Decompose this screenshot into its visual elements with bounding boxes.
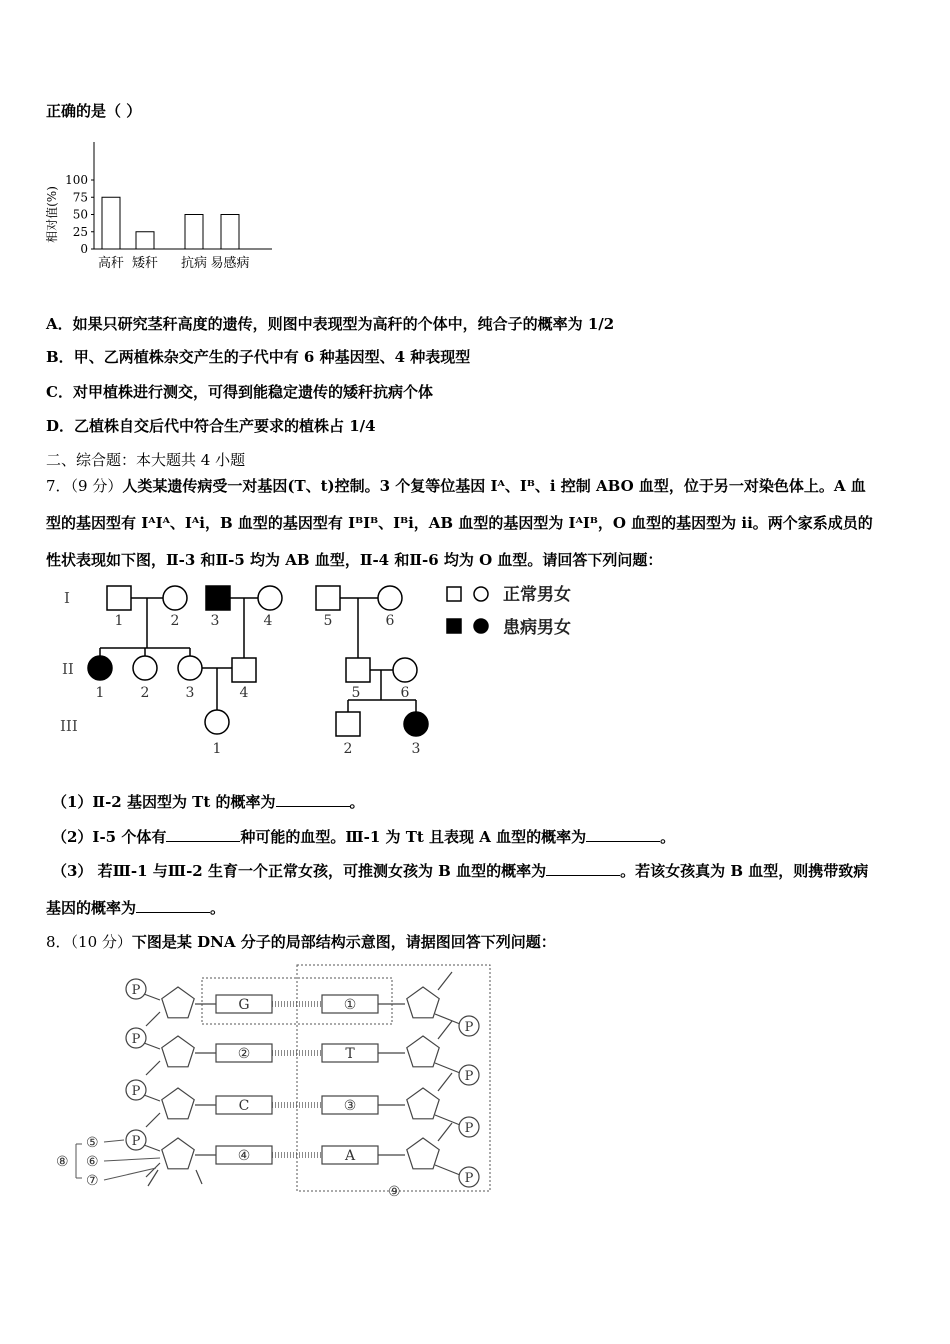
ped-II-1 [88, 656, 112, 680]
label-7: ⑦ [86, 1173, 99, 1189]
y-tick-label: 50 [72, 207, 88, 222]
num-II-5: 5 [351, 685, 361, 701]
y-tick-label: 100 [65, 173, 88, 187]
num-III-2: 2 [343, 741, 353, 757]
right-base-3-label: ③ [343, 1098, 357, 1114]
left-backbone-3 [146, 1113, 160, 1127]
left-backbone-1 [146, 1012, 160, 1026]
ped-I-4 [258, 586, 282, 610]
num-I-2: 2 [170, 613, 180, 629]
right-base-2-label: T [345, 1046, 355, 1062]
x-tick-label: 易感病 [210, 256, 250, 271]
left-base-2-label: ② [237, 1046, 251, 1062]
left-base-1-label: G [238, 997, 250, 1013]
right-sugar-2 [407, 1036, 439, 1067]
right-base-1-label: ① [343, 997, 357, 1013]
answer-blank-3[interactable] [586, 827, 660, 842]
left-phosphate-label-3: P [131, 1084, 141, 1099]
num-II-2: 2 [140, 685, 150, 701]
q8-line: 8．（10 分）下图是某 DNA 分子的局部结构示意图，请据图回答下列问题： [46, 933, 556, 951]
q7-line1: 7．（9 分）人类某遗传病受一对基因(T、t)控制。3 个复等位基因 Iᴬ、Iᴮ、i 控制 ABO 血型，位于另一对染色体上。A 血 [46, 477, 866, 495]
legend-affected-text: 患病男女 [503, 618, 571, 638]
num-II-3: 3 [185, 685, 195, 701]
ped-II-3 [178, 656, 202, 680]
label-8: ⑧ [56, 1154, 69, 1170]
num-I-1: 1 [114, 613, 124, 629]
left-bond-3 [144, 1095, 160, 1101]
right-backbone-2 [438, 1021, 452, 1039]
left-sugar-1 [162, 987, 194, 1018]
ped-I-2 [163, 586, 187, 610]
gen-label-III: III [60, 717, 78, 735]
q7-sub2: （2）Ⅰ-5 个体有 种可能的血型。Ⅲ-1 为 Tt 且表现 A 血型的概率为 。 [52, 828, 676, 846]
left-sugar-4 [162, 1138, 194, 1169]
right-bond-1 [435, 1014, 460, 1024]
q7-sub3: （3） 若Ⅲ-1 与Ⅲ-2 生育一个正常女孩，可推测女孩为 B 血型的概率为 。若该女孩真为 B 血型，则携带致病 [52, 862, 869, 880]
left-sugar-3 [162, 1088, 194, 1119]
num-I-3: 3 [210, 613, 220, 629]
num-II-6: 6 [400, 685, 410, 701]
ped-I-6 [378, 586, 402, 610]
option-a: A．如果只研究茎秆高度的遗传，则图中表现型为高秆的个体中，纯合子的概率为 1/2 [46, 315, 615, 333]
right-bond-4 [435, 1165, 460, 1175]
num-III-1: 1 [212, 741, 222, 757]
ped-II-6 [393, 658, 417, 682]
x-tick-label: 抗病 [180, 256, 208, 271]
ped-II-5 [346, 658, 370, 682]
num-II-1: 1 [95, 685, 105, 701]
q7-sub3-cont: 基因的概率为 。 [46, 899, 226, 917]
num-II-4: 4 [239, 685, 249, 701]
gen-label-I: I [64, 589, 70, 607]
y-tick-label: 25 [72, 224, 88, 239]
legend-affected-male [447, 619, 461, 633]
right-phosphate-label-3: P [464, 1121, 474, 1136]
right-bond-2 [435, 1063, 460, 1073]
right-backbone-1 [438, 972, 452, 990]
section-heading: 二、综合题：本大题共 4 小题 [46, 451, 246, 469]
bar-1 [102, 197, 120, 249]
left-phosphate-label-1: P [131, 983, 141, 998]
legend-affected-female [474, 619, 488, 633]
pedigree-diagram [0, 578, 620, 768]
legend-normal-female [474, 587, 488, 601]
q7-line2: 型的基因型有 IᴬIᴬ、Iᴬi，B 血型的基因型有 IᴮIᴮ、Iᴮi，AB 血型的基因型为 IᴬIᴮ，O 血型的基因型为 ii。两个家系成员的 [46, 514, 873, 532]
y-tick-label: 0 [80, 242, 88, 256]
ped-I-1 [107, 586, 131, 610]
left-bond-1 [144, 994, 160, 1000]
num-III-3: 3 [411, 741, 421, 757]
answer-blank-1[interactable] [276, 792, 350, 807]
answer-blank-4[interactable] [546, 861, 620, 876]
bar-2 [136, 232, 154, 249]
x-tick-label: 高秆 [97, 256, 125, 271]
ped-I-5 [316, 586, 340, 610]
label-5: ⑤ [86, 1135, 99, 1151]
answer-blank-2[interactable] [166, 827, 240, 842]
right-backbone-4 [438, 1123, 452, 1141]
ped-III-2 [336, 712, 360, 736]
bar-3 [185, 215, 203, 250]
q7-line3: 性状表现如下图，Ⅱ-3 和Ⅱ-5 均为 AB 血型，Ⅱ-4 和Ⅱ-6 均为 O 血型。请回答下列问题： [46, 551, 663, 569]
option-b: B．甲、乙两植株杂交产生的子代中有 6 种基因型、4 种表现型 [46, 348, 471, 366]
left-base-3-label: C [238, 1098, 250, 1114]
gen-label-II: II [62, 660, 74, 678]
right-backbone-3 [438, 1073, 452, 1091]
left-bond-2 [144, 1043, 160, 1049]
legend-normal-male [447, 587, 461, 601]
num-I-5: 5 [323, 613, 333, 629]
label-9: ⑨ [388, 1184, 401, 1200]
question-intro: 正确的是（ ） [46, 102, 142, 120]
left-tail-2 [196, 1170, 202, 1184]
option-d: D．乙植株自交后代中符合生产要求的植株占 1/4 [46, 417, 376, 435]
legend-normal-text: 正常男女 [503, 585, 571, 605]
ped-III-3 [404, 712, 428, 736]
left-bond-4 [144, 1145, 160, 1151]
left-phosphate-label-4: P [131, 1134, 141, 1149]
option-c: C．对甲植株进行测交，可得到能稳定遗传的矮秆抗病个体 [46, 383, 433, 401]
left-backbone-2 [146, 1061, 160, 1075]
right-sugar-1 [407, 987, 439, 1018]
num-I-4: 4 [263, 613, 273, 629]
right-base-4-label: A [344, 1148, 356, 1164]
ped-II-4 [232, 658, 256, 682]
bar-4 [221, 215, 239, 250]
left-sugar-2 [162, 1036, 194, 1067]
ped-I-3 [206, 586, 230, 610]
answer-blank-5[interactable] [136, 898, 210, 913]
right-sugar-4 [407, 1138, 439, 1169]
left-tail-1 [148, 1170, 158, 1186]
q7-sub1: （1）Ⅱ-2 基因型为 Tt 的概率为 。 [52, 793, 365, 811]
bar-chart [40, 140, 280, 275]
right-sugar-3 [407, 1088, 439, 1119]
y-axis-label: 相对值(%) [45, 186, 59, 243]
ped-II-2 [133, 656, 157, 680]
right-phosphate-label-4: P [464, 1171, 474, 1186]
right-phosphate-label-1: P [464, 1020, 474, 1035]
left-base-4-label: ④ [237, 1148, 251, 1164]
left-phosphate-label-2: P [131, 1032, 141, 1047]
x-tick-label: 矮秆 [131, 256, 159, 271]
label-6: ⑥ [86, 1154, 99, 1170]
right-bond-3 [435, 1115, 460, 1125]
ped-III-1 [205, 710, 229, 734]
right-phosphate-label-2: P [464, 1069, 474, 1084]
y-tick-label: 75 [72, 190, 88, 205]
num-I-6: 6 [385, 613, 395, 629]
dna-structure-diagram [0, 955, 560, 1200]
